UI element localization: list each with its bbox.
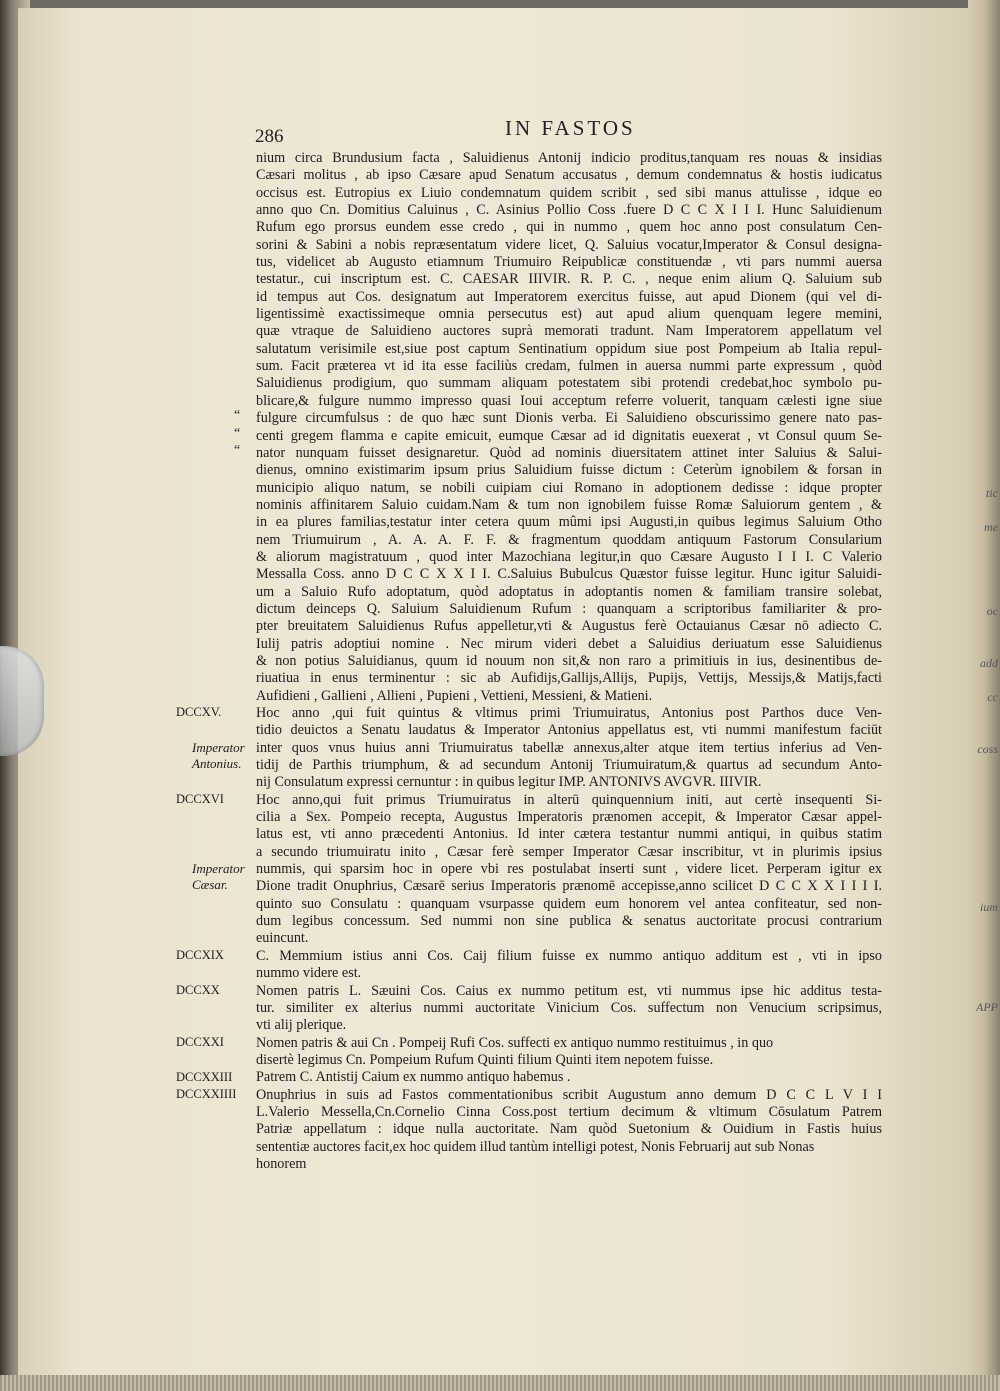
text-line: blicare,& fulgure nummo impresso quasi Ioui acceptum referre voluerit, tanquam cælesti igne siue (256, 392, 882, 409)
margin-note: DCCXX (176, 982, 220, 997)
text-line: & aliorum magistratuum , quod inter Mazochiana legitur,in quo Cæsare Augusto I I I. C Valerio (256, 548, 882, 565)
text-line: L.Valerio Messella,Cn.Cornelio Cinna Coss.post tertium decimum & vltimum Cōsulatum Patrem (256, 1103, 882, 1120)
text-line: id tempus aut Cos. designatum aut Imperatorem exercitus fuisse, aut apud Dionem (qui vel di- (256, 288, 882, 305)
text-line: disertè legimus Cn. Pompeium Rufum Quinti filium Quinti item nepotem fuisse. (256, 1051, 714, 1068)
body-text (256, 150, 882, 1173)
text-line: Messalla Coss. anno D C C X X I I. C.Saluius Bubulcus Quæstor fuisse legitur. Hunc igitur Saluidi- (256, 566, 882, 583)
text-line: fulgure circumfulsus : de quo hæc sunt Dionis verba. Ei Saluidieno obscurissimo genere nato pas- (256, 410, 882, 427)
text-line: in ea plures familias,testatur inter cetera quum mûmi ipsi Augusti,in quibus legimus Saluium Otho (256, 514, 882, 531)
bleed-text: add (980, 656, 998, 670)
bleed-text: coss (977, 742, 998, 756)
text-line: quinto suo Consulatu : quanquam vsurpasse quidem eum honorem vel antea confiteatur, sed non- (256, 895, 882, 912)
bleed-text: ium (980, 900, 998, 914)
quote-mark: “ (234, 426, 241, 441)
text-line: Saluidienus prodigium, quo summam aliquam potestatem sibi protendi credebat,hoc symbolo pu- (256, 375, 882, 392)
text-line: nominis affinitarem Saluio cuidam.Nam & tum non ignobilem fuisse Romæ Saluiorum gentem , & (256, 496, 882, 513)
text-line: nem Triumuirum , A. A. A. F. F. & fragmentum quoddam antiquum Fastorum Consularium (256, 531, 882, 548)
text-line: Rufum ego prorsus eundem esse credo , qui in nummo , quem hoc anno post consulatum Cen- (256, 219, 882, 236)
bleed-text: APP (976, 1000, 998, 1014)
text-line: tidio deuictos a Senatu laudatus & Imperator Antonius appellatus est, vti nummi manifestum faciūt (256, 722, 882, 739)
text-line: nummis, qui sparsim hoc in opere vbi res postulabat inserti sunt , videre licet. Perperam igitur ex (256, 861, 882, 878)
text-line: Patriæ appellatum : idque nulla auctoritate. Nam quòd Suetonium & Ouidium in Fastis huius (256, 1121, 882, 1138)
text-line: dum legibus concessum. Sed nummi non sine publica & senatus auctoritate procusi contrarium (256, 913, 882, 930)
text-line: salutatum verisimile est,siue post captum Sentinatium oppidum siue post Pompeium ab Italia repul- (256, 340, 882, 357)
running-head: IN FASTOS (505, 116, 636, 140)
text-line: a secundo triumuiratu inito , Cæsar ferè semper Imperator Cæsar inscribitur, vt in plurimis ipsius (256, 843, 882, 860)
text-line: nium circa Brundusium facta , Saluidienus Antonij indicio proditus,tanquam res nouas & insidias (256, 150, 882, 166)
text-line: nij Consulatum expressi cernuntur : in quibus legitur IMP. ANTONIVS AVGVR. IIIVIR. (256, 774, 762, 791)
facing-page-edge (968, 0, 1000, 1391)
text-line: Cæsari molitus , ab ipso Cæsare apud Senatum accusatus , demum condemnatus & hostis iudicatus (256, 167, 882, 184)
page-stack-edge (0, 1375, 1000, 1391)
text-line: Hoc anno ,qui fuit quintus & vltimus primi Triumuiratus, Antonius post Parthos duce Ven- (256, 705, 882, 721)
text-line: honorem (256, 1155, 307, 1172)
margin-note: DCCXIX (176, 948, 224, 963)
text-line: euincunt. (256, 930, 309, 947)
text-line: Dione tradit Onuphrius, Cæsarē serius Imperatoris prænomē accepisse,anno scilicet D C C X X I I I I. (256, 878, 882, 895)
text-line: municipio aliquo natum, se nobili cuipiam ciui Romano in adoptionem dedisse : idque propter (256, 479, 882, 496)
bleed-text: me (984, 520, 998, 534)
text-line: nummo videre est. (256, 965, 362, 982)
text-line: tus, videlicet ab Augusto etiamnum Triumuiro Reipublicæ constituendæ , vti pars nummi auersa (256, 254, 882, 271)
margin-note: DCCXVI (176, 791, 224, 806)
bleed-text: cc (987, 690, 998, 704)
page-number: 286 (255, 126, 284, 147)
text-line: tidij de Parthis triumphum, & ad secundum Antonij Triumuiratum,& quartus ad secundum Anto- (256, 757, 882, 774)
text-line: nator nunquam fuisset designaretur. Quòd ad nominis diuersitatem attinet inter Saluius & Salui- (256, 444, 882, 461)
margin-note: DCCXXI (176, 1034, 224, 1049)
quote-mark: “ (234, 408, 241, 423)
text-line: Aufidieni , Gallieni , Allieni , Pupieni , Vettieni, Messieni, & Matieni. (256, 687, 653, 704)
text-line: C. Memmium istius anni Cos. Caij filium fuisse ex nummo antiquo additum est , vti in ipso (256, 947, 882, 964)
text-line: sorini & Sabini a nobis repræsentatum videre licet, Q. Saluius vocatur,Imperator & Consul designa- (256, 236, 882, 253)
bleed-text: tic (986, 486, 998, 500)
text-line: inter quos vnus huius anni Triumuiratus tabellæ annexus,alter atque item tertius inferius ad Ven- (256, 739, 882, 756)
text-line: Hoc anno,qui fuit primus Triumuiratus in alterū quinquennium initi, aut certè insequenti Si- (256, 791, 882, 808)
text-line: Nomen patris & aui Cn . Pompeij Rufi Cos. suffecti ex antiquo nummo restituimus , in quo (256, 1034, 774, 1051)
text-line: Iulij patris adoptiui nomine . Nec mirum videri debet a Saluidius deriuatum esse Saluidienus (256, 635, 882, 652)
text-line: & non potius Saluidianus, quum id nouum non sit,& non raro a primitiuis in ius, desinentibus de- (256, 652, 882, 669)
text-line: sum. Facit præterea vt id ita esse faciliùs credam, fulmen in auersa nummi parte expressum , quòd (256, 358, 882, 375)
text-line: Patrem C. Antistij Caium ex nummo antiquo habemus . (256, 1069, 571, 1086)
text-line: occisus est. Eutropius ex Liuio condemnatum quidem scribit , sed sibi manus attulisse , idque eo (256, 184, 882, 201)
bleed-text: oc (986, 604, 998, 618)
text-line: testatur., cui inscriptum est. C. CAESAR IIIVIR. R. P. C. , neque enim alium Q. Saluium sub (256, 271, 882, 288)
text-line: dienus, omnino existimarim ipsum prius Saluidium fuisse dictum : Ceterùm ignobilem & forsan in (256, 462, 882, 479)
text-line: vti alij plerique. (256, 1017, 347, 1034)
text-line: ligentissimè exactissimeque omnia persecutus est) aut apud alium quenquam legere memini, (256, 306, 882, 323)
quote-mark: “ (234, 443, 241, 458)
text-line: dictum deinceps Q. Saluium Saluidienum Rufum : quanquam a scriptoribus familiariter & pro- (256, 600, 882, 617)
margin-note: DCCXV. (176, 705, 222, 720)
text-line: um a Saluio Rufo adoptatum, quòd adoptatus in adoptantis nomen & familiam transire solebat, (256, 583, 882, 600)
margin-note: DCCXXIIII (176, 1086, 237, 1101)
text-line: latus est, vti anno præcedenti Antonius. Id inter cætera testantur nummi antiqui, in quibus statim (256, 826, 882, 843)
text-line: centi gregem flamma e capite emicuit, eumque Cæsar ad id dignitatis euexerat , vt Consul quum Se- (256, 427, 882, 444)
text-line: pter breuitatem Saluidienus Rufus appelletur,vti & Augustus ferè Octauianus Cæsar nō adiecto C. (256, 618, 882, 635)
margin-note: Imperator Cæsar. (192, 861, 245, 893)
text-line: sententiæ auctores facit,ex hoc quidem illud tantùm intelligi potest, Nonis Februarij aut sub Nonas (256, 1138, 815, 1155)
text-line: Onuphrius in suis ad Fastos commentationibus scribit Augustum anno demum D C C L V I I (256, 1086, 882, 1103)
text-line: anno quo Cn. Domitius Caluinus , C. Asinius Pollio Coss .fuere D C C X I I I. Hunc Saluidienum (256, 202, 882, 219)
text-line: cilia a Sex. Pompeio recepta, Augustus Imperatoris prænomen accepit, & Imperator Cæsar appel- (256, 809, 882, 826)
margin-note: DCCXXIII (176, 1069, 233, 1084)
text-line: tur. similiter ex alterius nummi auctoritate Vinicium Cos. suffectum non Venucium scripsimus, (256, 999, 882, 1016)
text-line: riuatiua in enus terminentur : sic ab Aufidijs,Gallijs,Allijs, Pupijs, Vettijs, Messijs,& Matijs,facti (256, 670, 882, 687)
text-line: quæ vtraque de Saluidieno auctores suprà memorati tradunt. Nam Imperatorem appellatum vel (256, 323, 882, 340)
margin-note: Imperator Antonius. (192, 739, 245, 771)
text-line: Nomen patris L. Sæuini Cos. Caius ex nummo petitum est, vti nummus ipse hic additus testa- (256, 982, 882, 999)
